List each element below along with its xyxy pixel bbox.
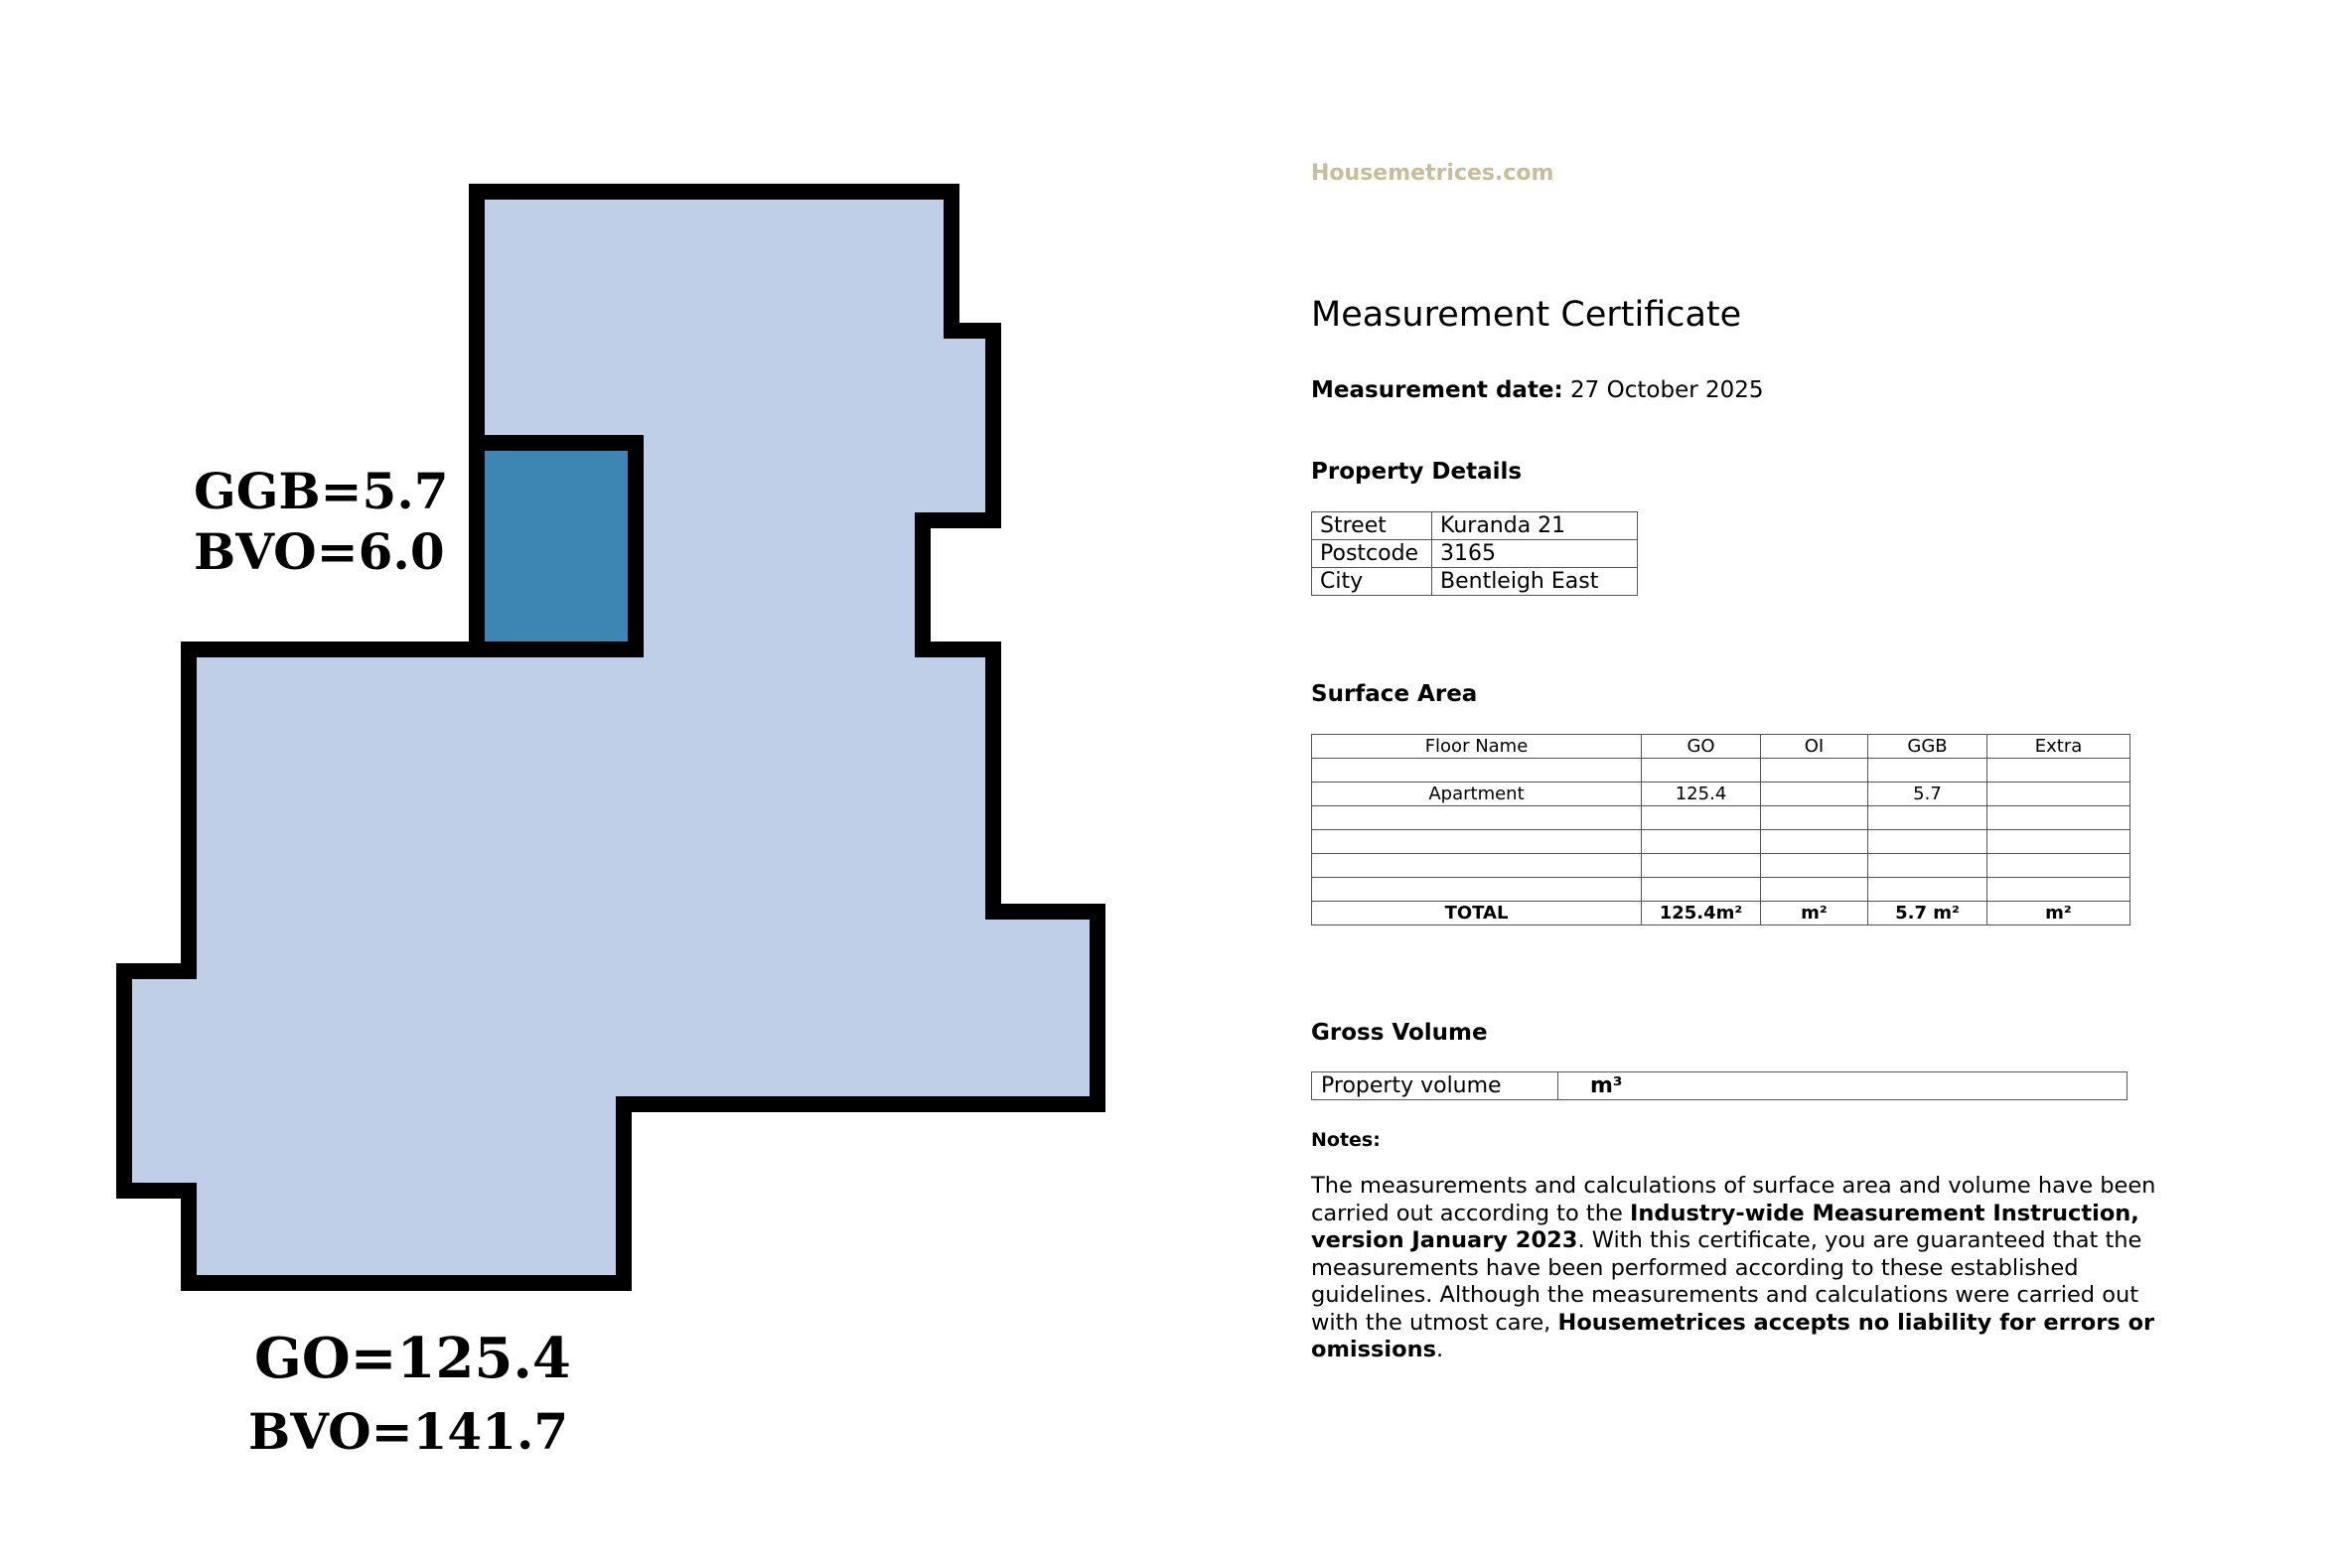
total-cell: m²: [1761, 902, 1868, 926]
property-key: City: [1312, 568, 1432, 596]
ggb-volume-label: BVO=6.0: [194, 522, 445, 581]
table-row: [1312, 783, 2130, 806]
total-cell: 5.7 m²: [1868, 902, 1987, 926]
table-cell: [1761, 783, 1868, 806]
table-cell: [1761, 759, 1868, 783]
table-cell: [1761, 878, 1868, 902]
table-cell: [1868, 854, 1987, 878]
go-area-label: GO=125.4: [254, 1326, 571, 1391]
table-cell: [1761, 806, 1868, 830]
column-header: Extra: [1987, 735, 2130, 759]
table-cell: [1868, 830, 1987, 854]
notes-text-part: The measurements and calculations of surface area and volume have been carried out according to the: [1311, 1173, 2156, 1226]
table-cell: [1987, 878, 2130, 902]
table-cell: [1642, 759, 1761, 783]
table-cell: 5.7: [1868, 783, 1987, 806]
surface-area-table: [1311, 734, 2130, 926]
table-cell: [1642, 878, 1761, 902]
table-row: [1312, 512, 1638, 540]
table-cell: [1312, 830, 1642, 854]
property-key: Street: [1312, 512, 1432, 540]
table-cell: [1312, 854, 1642, 878]
property-volume-label: Property volume: [1312, 1072, 1558, 1100]
table-cell: [1312, 759, 1642, 783]
table-cell: [1642, 854, 1761, 878]
property-details-table: [1311, 511, 1638, 596]
notes-text-bold: Housemetrices accepts no liability for errors or omissions: [1311, 1309, 2155, 1362]
table-cell: [1312, 878, 1642, 902]
notes-heading: Notes:: [1311, 1129, 1381, 1151]
table-cell: [1987, 806, 2130, 830]
property-volume-unit: m³: [1558, 1072, 2127, 1100]
table-row: [1312, 830, 2130, 854]
property-value: 3165: [1432, 540, 1638, 568]
table-cell: [1987, 854, 2130, 878]
storage-area: [477, 443, 636, 649]
notes-text: [1311, 1173, 2185, 1364]
table-cell: Apartment: [1312, 783, 1642, 806]
table-cell: [1987, 783, 2130, 806]
property-key: Postcode: [1312, 540, 1432, 568]
column-header: GO: [1642, 735, 1761, 759]
total-cell: m²: [1987, 902, 2130, 926]
table-cell: [1868, 759, 1987, 783]
table-cell: [1312, 806, 1642, 830]
table-row: [1312, 1072, 2127, 1100]
table-cell: [1987, 830, 2130, 854]
property-value: Kuranda 21: [1432, 512, 1638, 540]
table-row: [1312, 878, 2130, 902]
measurement-date-value: 27 October 2025: [1570, 377, 1764, 403]
main-floor-area: [124, 192, 1098, 1283]
property-details-heading: Property Details: [1311, 459, 1523, 485]
table-row: [1312, 854, 2130, 878]
notes-text-bold: Industry-wide Measurement Instruction, version January 2023: [1311, 1200, 2139, 1253]
table-cell: [1868, 878, 1987, 902]
table-cell: [1642, 830, 1761, 854]
table-cell: [1987, 759, 2130, 783]
table-row: [1312, 568, 1638, 596]
measurement-date: [1311, 377, 1764, 403]
table-cell: 125.4: [1642, 783, 1761, 806]
property-value: Bentleigh East: [1432, 568, 1638, 596]
table-row: [1312, 806, 2130, 830]
measurement-date-label: Measurement date:: [1311, 377, 1563, 403]
notes-text-part: . With this certificate, you are guaranteed that the measurements have been performed according to these established guidelines. Although the measurements and calculations were carried out with the utmost care,: [1311, 1227, 2142, 1336]
gross-volume-heading: Gross Volume: [1311, 1020, 1488, 1046]
column-header: GGB: [1868, 735, 1987, 759]
gross-volume-table: [1311, 1071, 2127, 1100]
ggb-area-label: GGB=5.7: [194, 462, 449, 520]
column-header: OI: [1761, 735, 1868, 759]
surface-area-heading: Surface Area: [1311, 681, 1478, 707]
notes-text-part: .: [1435, 1337, 1444, 1362]
brand-name: Housemetrices.com: [1311, 161, 1554, 186]
total-cell: 125.4m²: [1642, 902, 1761, 926]
table-row: [1312, 540, 1638, 568]
go-volume-label: BVO=141.7: [248, 1402, 569, 1461]
total-row: [1312, 902, 2130, 926]
column-header: Floor Name: [1312, 735, 1642, 759]
table-cell: [1868, 806, 1987, 830]
table-cell: [1642, 806, 1761, 830]
page-title: Measurement Certificate: [1311, 295, 1742, 335]
table-cell: [1761, 830, 1868, 854]
table-row: [1312, 759, 2130, 783]
total-cell: TOTAL: [1312, 902, 1642, 926]
table-cell: [1761, 854, 1868, 878]
